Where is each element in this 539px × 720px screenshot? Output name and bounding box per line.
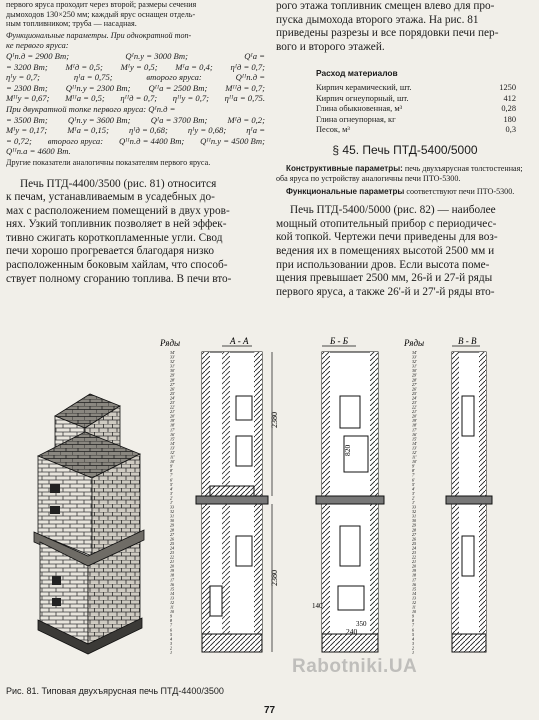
main-line-2: к печам, устанавливаемым в усадебных до- (6, 191, 215, 204)
func-params-heading-text: Функциональные параметры. При однократной топ- (6, 30, 192, 40)
params-heading-cont (6, 40, 268, 51)
row-number: 12' (412, 450, 417, 455)
row-number: 20' (412, 413, 417, 419)
row-number: 28' (412, 377, 417, 383)
row-number: 6 (170, 627, 173, 633)
row-number: 25' (412, 390, 417, 396)
row-number: 31 (170, 513, 175, 519)
p2-line-1: Печь ПТД-5400/5000 (рис. 82) — наиболее (290, 204, 496, 217)
rows-label-right: Ряды (404, 338, 425, 348)
material-name: Кирпич керамический, шт. (316, 83, 412, 93)
functional-params (276, 187, 534, 197)
p2-line-4: ведения их в помещениях высотой 2500 мм и (276, 244, 495, 257)
dim-240: 240 (346, 627, 358, 636)
row-number: 29' (412, 372, 417, 378)
row-number: 30 (170, 518, 175, 524)
material-row (316, 94, 516, 104)
row-number: 5 (170, 631, 173, 637)
right-column (276, 0, 534, 299)
main-line-3: мах с расположением помещений в двух уров- (6, 204, 230, 217)
row-number: 5' (412, 481, 415, 487)
row-number: 2 (170, 645, 173, 651)
row-number: 13 (412, 595, 417, 601)
main-line-6: печи хорошо прогревается благодаря низко (6, 245, 214, 258)
constructive-text: печь двухъярусная толстостенная; оба яруса по устройству аналогичны печи ПТО-5300. (276, 164, 523, 183)
param-value: ηᴵа = 0,75; (73, 72, 113, 83)
row-number: 24' (412, 395, 417, 401)
functional-text: соответствуют печи ПТО-5300. (406, 186, 515, 196)
row-number: 14' (412, 440, 417, 446)
row-number: 26' (412, 386, 417, 392)
row-number: 16' (412, 431, 417, 437)
row-number: 6 (412, 627, 415, 633)
row-number: 3 (412, 640, 415, 646)
row-number: 3' (412, 490, 415, 496)
dim-350: 350 (356, 620, 367, 628)
row-number: 31' (170, 363, 175, 369)
row-number: 23' (170, 400, 175, 405)
param-value: = 3500 Вт; (6, 114, 48, 125)
row-number: 13' (412, 445, 417, 451)
params-row (6, 125, 268, 136)
material-row (316, 125, 516, 135)
param-value: Mᴵᴵу = 0,67; (6, 93, 50, 104)
row-number: 21' (412, 409, 417, 415)
cont-line-2: пуска дымохода второго этажа. На рис. 81 (276, 13, 479, 26)
row-number: 31' (412, 363, 417, 369)
row-number: 4 (412, 636, 415, 642)
paragraph-2 (276, 204, 534, 299)
main-paragraph (6, 178, 268, 287)
row-number: 19 (412, 568, 417, 574)
row-number: 23 (170, 550, 175, 555)
main-line-5: тивно сжигать короткопламенные угли. Свод (6, 231, 223, 244)
material-row (316, 115, 516, 125)
param-value: При двукратной топке первого яруса: Qᴵп.д = (6, 103, 176, 114)
intro-line-3: ным топливником; труба — насадная. (6, 19, 137, 29)
param-value: ηᴵᴵа = 0,75. (224, 93, 265, 104)
row-number: 22 (412, 554, 417, 560)
param-value: Mᴵд = 0,2; (227, 114, 265, 125)
params-row (6, 115, 268, 126)
param-value: Qᴵп.у = 3000 Вт; (125, 50, 188, 61)
rows-label-left: Ряды (160, 338, 181, 348)
param-value: Qᴵᴵп.у = 4500 Вт; (200, 135, 265, 146)
row-number: 4' (170, 486, 173, 492)
p2-line-2: мощный отопительный прибор с периодичес- (276, 217, 497, 230)
param-value: Qᴵᴵа = 2500 Вт; (148, 82, 208, 93)
material-name: Глина обыкновенная, м³ (316, 104, 403, 114)
row-number: 11' (412, 454, 417, 460)
row-number: 9' (170, 463, 173, 469)
row-number: 23' (412, 400, 417, 405)
page-number: 77 (263, 705, 276, 716)
row-number: 17 (412, 577, 417, 583)
param-value: = 0,72; (6, 135, 32, 146)
row-number: 29 (170, 522, 175, 528)
main-line-8: ствует полному сгоранию топлива. В печи вто- (6, 272, 232, 285)
row-number: 14 (412, 590, 417, 596)
row-number: 22' (170, 404, 175, 410)
section-title: § 45. Печь ПТД-5400/5000 (332, 143, 478, 158)
row-number: 1' (170, 500, 173, 505)
row-number: 6' (170, 477, 173, 483)
row-number: 28 (412, 527, 417, 533)
row-number: 33 (412, 504, 417, 510)
param-value: ηᴵу = 0,7; (6, 72, 41, 83)
row-number: 8' (412, 468, 415, 474)
material-name: Песок, м³ (316, 125, 350, 134)
params-row (6, 104, 268, 115)
row-number: 26 (412, 536, 417, 542)
p2-line-3: кой топкой. Чертежи печи приведены для воз- (276, 231, 498, 244)
params-row (6, 146, 268, 157)
row-number: 11 (412, 604, 416, 610)
row-number: 13' (170, 445, 175, 451)
row-numbers-left (170, 350, 175, 655)
row-number: 1 (170, 650, 173, 655)
constructive-params (276, 164, 534, 183)
param-value: Mᴵд = 0,5; (65, 61, 103, 72)
row-number: 8' (170, 468, 173, 474)
row-number: 1 (412, 650, 415, 655)
row-number: 33 (170, 504, 175, 510)
row-number: 10' (412, 459, 417, 465)
row-number: 14 (170, 590, 175, 596)
row-number: 25 (412, 540, 417, 546)
stove-isometric (34, 394, 144, 654)
row-number: 27 (412, 531, 417, 537)
row-number: 3 (170, 640, 173, 646)
materials-list (276, 83, 534, 135)
row-number: 21' (170, 409, 175, 415)
row-number: 30' (170, 368, 175, 374)
row-number: 34' (170, 350, 175, 355)
material-qty: 0,3 (505, 125, 516, 134)
intro-line-2: дымоходов 130×250 мм; каждый ярус оснащен отдель- (6, 9, 196, 19)
cont-line-3: приведены разрезы и все порядовки печи пер- (276, 27, 499, 40)
row-number: 24 (412, 545, 417, 551)
cont-line-1: рого этажа топливник смещен влево для про- (276, 0, 495, 12)
material-row (316, 104, 516, 114)
row-number: 34' (412, 350, 417, 355)
row-number: 16 (170, 581, 175, 587)
param-value: Mᴵу = 0,5; (120, 61, 158, 72)
row-number: 22' (412, 404, 417, 410)
row-number: 5 (412, 631, 415, 637)
params-row (6, 62, 268, 73)
material-qty: 412 (503, 93, 516, 103)
row-number: 33' (412, 354, 417, 360)
section-a-drawing (196, 352, 268, 652)
row-number: 32 (412, 509, 417, 515)
row-number: 27' (412, 381, 417, 387)
material-name: Глина огнеупорная, кг (316, 114, 396, 124)
row-number: 19' (412, 418, 417, 424)
row-number: 19' (170, 418, 175, 424)
cont-line-4: вого и второго этажей. (276, 40, 385, 53)
row-number: 22 (170, 554, 175, 560)
params-row (6, 51, 268, 62)
row-number: 2 (412, 645, 415, 651)
params-row (6, 136, 268, 147)
param-value: ηᴵа = (246, 125, 265, 136)
param-value: ηᴵᴵд = 0,7; (120, 93, 158, 104)
param-value: Qᴵᴵп.д = 4400 Вт; (118, 135, 185, 146)
param-value: Mᴵᴵа = 0,5; (65, 93, 105, 104)
row-number: 16' (170, 431, 175, 437)
row-number: 18' (170, 422, 175, 428)
row-number: 5' (170, 481, 173, 487)
params-block (6, 40, 268, 157)
section-v-drawing (446, 352, 492, 652)
row-number: 20' (170, 413, 175, 419)
row-number: 9 (412, 613, 415, 619)
row-number: 25 (170, 540, 175, 546)
row-number: 20 (412, 563, 417, 569)
row-number: 15' (412, 436, 417, 442)
param-value: Mᴵу = 0,17; (6, 125, 48, 136)
param-value: Qᴵᴵп.д = (235, 72, 265, 83)
param-value: = 3200 Вт; (6, 61, 48, 72)
param-value: Qᴵа = (244, 50, 265, 61)
param-value: Qᴵᴵп.у = 2300 Вт; (65, 82, 131, 93)
row-number: 21 (170, 559, 175, 565)
row-number: 14' (170, 440, 175, 446)
func-params-heading (6, 31, 268, 41)
row-number: 2' (412, 495, 415, 501)
row-number: 17' (170, 427, 175, 433)
row-number: 10 (170, 609, 175, 615)
row-number: 26 (170, 536, 175, 542)
row-number: 9 (170, 613, 173, 619)
watermark: Rabotniki.UA (292, 656, 418, 677)
param-value: ηᴵд = 0,68; (128, 125, 168, 136)
material-qty: 180 (503, 114, 516, 124)
main-line-1: Печь ПТД-4400/3500 (рис. 81) относится (20, 177, 217, 190)
row-number: 10' (170, 459, 175, 465)
row-number: 7 (412, 622, 415, 628)
param-value: Mᴵа = 0,4; (175, 61, 213, 72)
row-number: 21 (412, 559, 417, 565)
param-value: Mᴵᴵд = 0,7; (225, 82, 265, 93)
param-value: Mᴵа = 0,15; (67, 125, 109, 136)
material-row (316, 83, 516, 93)
row-number: 7 (170, 622, 173, 628)
row-number: 2' (170, 495, 173, 501)
row-number: 1' (412, 500, 415, 505)
row-number: 29' (170, 372, 175, 378)
row-number: 7' (412, 472, 415, 478)
row-number: 24 (170, 545, 175, 551)
row-number: 17' (412, 427, 417, 433)
dim-2380-a: 2380 (270, 412, 279, 428)
row-number: 25' (170, 390, 175, 396)
material-name: Кирпич огнеупорный, шт. (316, 93, 409, 103)
main-line-7: расположенным боковым хайлам, что способ- (6, 259, 228, 272)
section-b-drawing (316, 352, 384, 652)
p2-line-5: при использовании дров. Если высота поме- (276, 258, 490, 271)
row-number: 23 (412, 550, 417, 555)
param-value: Qᴵᴵп.а = 4600 Вт. (6, 146, 71, 157)
dim-140: 140 (312, 602, 323, 610)
figure-caption: Рис. 81. Типовая двухъярусная печь ПТД-4400/3500 (6, 686, 224, 696)
param-value: Qᴵп.у = 3600 Вт; (67, 114, 131, 125)
functional-label: Функциональные параметры (286, 186, 405, 196)
row-number: 9' (412, 463, 415, 469)
row-number: 8 (170, 618, 173, 624)
row-number: 20 (170, 563, 175, 569)
stove-figure (0, 336, 539, 686)
section-v-label: В - В (458, 336, 477, 346)
row-number: 29 (412, 522, 417, 528)
stove-drawing (0, 336, 539, 686)
param-value: Qᴵа = 3700 Вт; (150, 114, 208, 125)
row-number: 12 (412, 600, 417, 605)
row-number: 15 (412, 586, 417, 592)
param-value: Qᴵп.д = 2900 Вт; (6, 50, 70, 61)
params-row (6, 93, 268, 104)
row-number: 28 (170, 527, 175, 533)
row-number: 32 (170, 509, 175, 515)
row-numbers-right (412, 350, 417, 655)
row-number: 10 (412, 609, 417, 615)
param-value: = 2300 Вт; (6, 82, 48, 93)
row-number: 32' (412, 359, 417, 365)
param-value: второго яруса: (146, 72, 202, 83)
row-number: 32' (170, 359, 175, 365)
row-number: 18' (412, 422, 417, 428)
row-number: 27' (170, 381, 175, 387)
p2-line-6: щения превышает 2500 мм, 26-й и 27-й ряды (276, 272, 493, 285)
row-number: 18 (170, 572, 175, 578)
constructive-label: Конструктивные параметры: (286, 164, 403, 174)
params-heading-cont-text: ке первого яруса: (6, 40, 69, 51)
p2-line-7: первого яруса, а также 26'-й и 27'-й ряды вто- (276, 285, 495, 298)
row-number: 7' (170, 472, 173, 478)
row-number: 18 (412, 572, 417, 578)
row-number: 33' (170, 354, 175, 360)
material-qty: 0,28 (501, 104, 516, 114)
param-value: второго яруса: (47, 135, 104, 146)
params-row (6, 72, 268, 83)
param-value: ηᴵᴵу = 0,7; (172, 93, 210, 104)
intro-line-1: первого яруса проходит через второй; размеры сечения (6, 0, 197, 9)
row-number: 24' (170, 395, 175, 401)
section-a-label: А - А (230, 336, 249, 346)
section-b-label: Б - Б (330, 336, 349, 346)
row-number: 12' (170, 450, 175, 455)
material-qty: 1250 (499, 83, 516, 93)
row-number: 16 (412, 581, 417, 587)
row-number: 30 (412, 518, 417, 524)
row-number: 4 (170, 636, 173, 642)
dim-2380-b: 2380 (270, 570, 279, 586)
row-number: 15 (170, 586, 175, 592)
dim-820: 820 (343, 444, 352, 456)
left-column (6, 0, 268, 286)
row-number: 3' (170, 490, 173, 496)
row-number: 31 (412, 513, 417, 519)
row-number: 6' (412, 477, 415, 483)
row-number: 19 (170, 568, 175, 574)
main-line-4: нях. Узкий топливник позволяет в ней эффек- (6, 218, 227, 231)
row-number: 28' (170, 377, 175, 383)
row-number: 15' (170, 436, 175, 442)
row-number: 11 (170, 604, 174, 610)
param-value: ηᴵу = 0,68; (187, 125, 227, 136)
materials-title: Расход материалов (316, 68, 398, 79)
params-row (6, 83, 268, 94)
row-number: 13 (170, 595, 175, 601)
row-number: 4' (412, 486, 415, 492)
row-number: 11' (170, 454, 175, 460)
row-number: 30' (412, 368, 417, 374)
other-indicators: Другие показатели аналогичны показателям первого яруса. (6, 157, 211, 167)
row-number: 26' (170, 386, 175, 392)
row-number: 17 (170, 577, 175, 583)
row-number: 12 (170, 600, 175, 605)
param-value: ηᴵд = 0,7; (230, 61, 265, 72)
row-number: 8 (412, 618, 415, 624)
row-number: 27 (170, 531, 175, 537)
